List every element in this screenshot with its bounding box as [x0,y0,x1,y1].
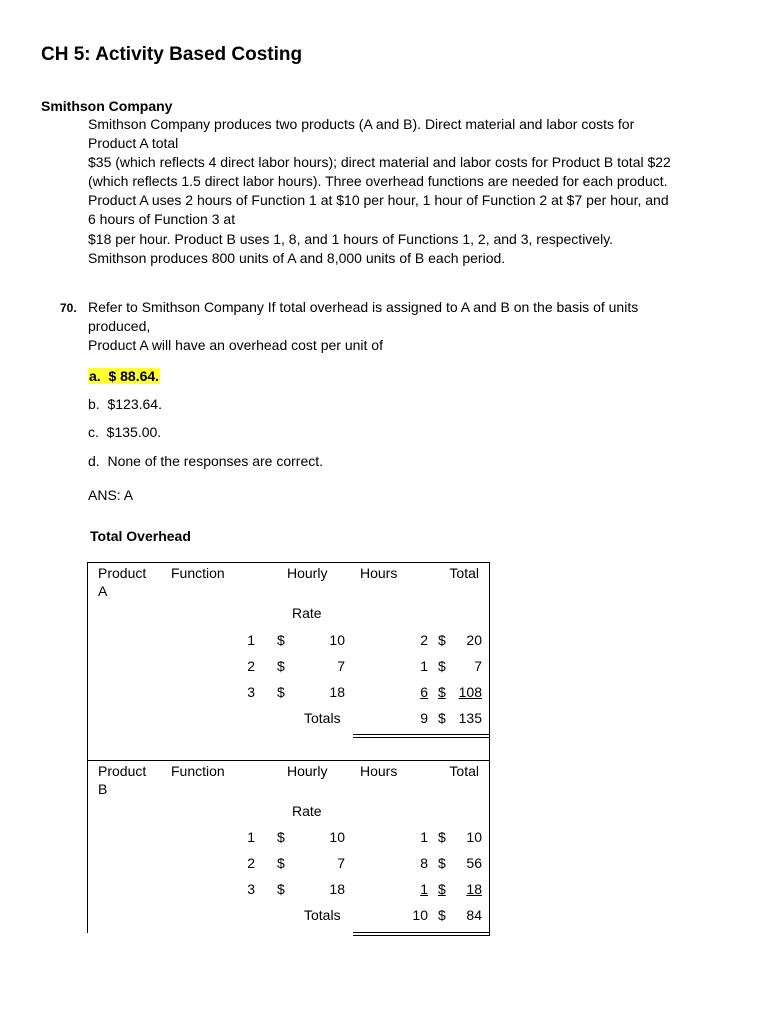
scenario-line: Product A uses 2 hours of Function 1 at $10 per hour, 1 hour of Function 2 at $7 per hour, and [88,192,669,208]
dollar-sign: $ [277,684,285,700]
table-top-border [87,562,490,563]
rate-cell: 18 [329,684,345,700]
hours-underlined: 1 [420,881,428,897]
double-underline [353,932,489,933]
section-heading: Total Overhead [90,528,191,544]
hours-cell: 2 [420,632,428,648]
table-top-border [87,760,490,761]
table-left-border [87,760,88,933]
total-cell [447,684,482,700]
total-cell: 7 [474,658,482,674]
option-text: $123.64. [107,396,162,412]
dollar-sign: $ [277,658,285,674]
dollar-sign: $ [438,907,446,923]
hours-cell: 1 [420,829,428,845]
dollar-sign: $ [438,855,446,871]
table-right-border [489,562,490,760]
dollar-sign: $ [277,855,285,871]
header-function: Function [171,565,225,581]
function-cell: 2 [247,658,255,674]
totals-hours: 10 [412,907,428,923]
header-hourly: Hourly [287,565,328,581]
dollar-underlined: $ [438,881,446,897]
question-line: Product A will have an overhead cost per unit of [88,337,383,353]
header-hours: Hours [360,763,398,779]
header-rate: Rate [292,605,322,621]
double-underline [353,737,489,738]
scenario-line: 6 hours of Function 3 at [88,211,236,227]
scenario-line: Smithson produces 800 units of A and 8,000 units of B each period. [88,250,506,266]
totals-total: 84 [466,907,482,923]
header-product-letter: A [98,583,108,599]
table-right-border [489,760,490,936]
rate-cell: 10 [329,632,345,648]
scenario-line: Product A total [88,135,179,151]
dollar-sign: $ [438,829,446,845]
option-letter: c. [88,424,99,440]
function-cell: 3 [247,881,255,897]
totals-label: Totals [304,907,341,923]
option-letter: d. [88,453,100,469]
function-cell: 1 [247,829,255,845]
scenario-line: Smithson Company produces two products (A and B). Direct material and labor costs for [88,116,635,132]
total-underlined: 108 [458,684,482,700]
table-left-border [87,562,88,760]
hours-cell: 1 [420,658,428,674]
header-hours: Hours [360,565,398,581]
hours-cell: 8 [420,855,428,871]
question-line: Refer to Smithson Company If total overhead is assigned to A and B on the basis of units [88,299,639,315]
dollar-sign: $ [277,632,285,648]
function-cell: 1 [247,632,255,648]
hours-underlined: 6 [420,684,428,700]
total-cell: 20 [466,632,482,648]
function-cell: 2 [247,855,255,871]
total-cell: 56 [466,855,482,871]
double-underline [353,935,489,936]
rate-cell: 18 [329,881,345,897]
dollar-sign: $ [438,658,446,674]
rate-cell: 7 [337,658,345,674]
dollar-sign [438,684,446,700]
overhead-table-b [87,760,490,933]
option-c [88,424,161,440]
overhead-table-a [87,562,490,760]
total-cell [447,881,482,897]
double-underline [353,734,489,735]
scenario-line: $18 per hour. Product B uses 1, 8, and 1 hours of Functions 1, 2, and 3, respectively. [88,231,614,247]
totals-hours: 9 [420,710,428,726]
dollar-underlined: $ [438,684,446,700]
option-text: None of the responses are correct. [107,453,324,469]
total-underlined: 18 [466,881,482,897]
dollar-sign: $ [438,710,446,726]
header-total: Total [449,565,479,581]
header-product: Product [98,565,147,581]
option-text: $135.00. [106,424,162,440]
scenario-line: (which reflects 1.5 direct labor hours). Three overhead functions are needed for each product. [88,173,668,189]
option-b [88,396,162,412]
total-cell: 10 [466,829,482,845]
header-product: Product [98,763,147,779]
header-function: Function [171,763,225,779]
scenario-line: $35 (which reflects 4 direct labor hours); direct material and labor costs for Product B total $22 [88,154,671,170]
header-rate: Rate [292,803,322,819]
hours-cell [407,684,428,700]
answer: ANS: A [88,487,134,503]
dollar-sign [438,881,446,897]
dollar-sign: $ [277,881,285,897]
scenario-heading: Smithson Company [41,98,173,114]
header-hourly: Hourly [287,763,328,779]
question-number: 70. [60,301,77,315]
dollar-sign: $ [277,829,285,845]
option-d [88,453,323,469]
option-letter: a. [89,368,101,384]
page-title: CH 5: Activity Based Costing [41,44,303,65]
header-product-letter: B [98,781,108,797]
dollar-sign: $ [438,632,446,648]
rate-cell: 7 [337,855,345,871]
rate-cell: 10 [329,829,345,845]
option-text: $ 88.64. [108,368,160,384]
function-cell: 3 [247,684,255,700]
totals-total: 135 [458,710,482,726]
totals-label: Totals [304,710,341,726]
option-a [88,368,160,384]
header-total: Total [449,763,479,779]
option-letter: b. [88,396,100,412]
hours-cell [407,881,428,897]
question-line: produced, [88,318,151,334]
